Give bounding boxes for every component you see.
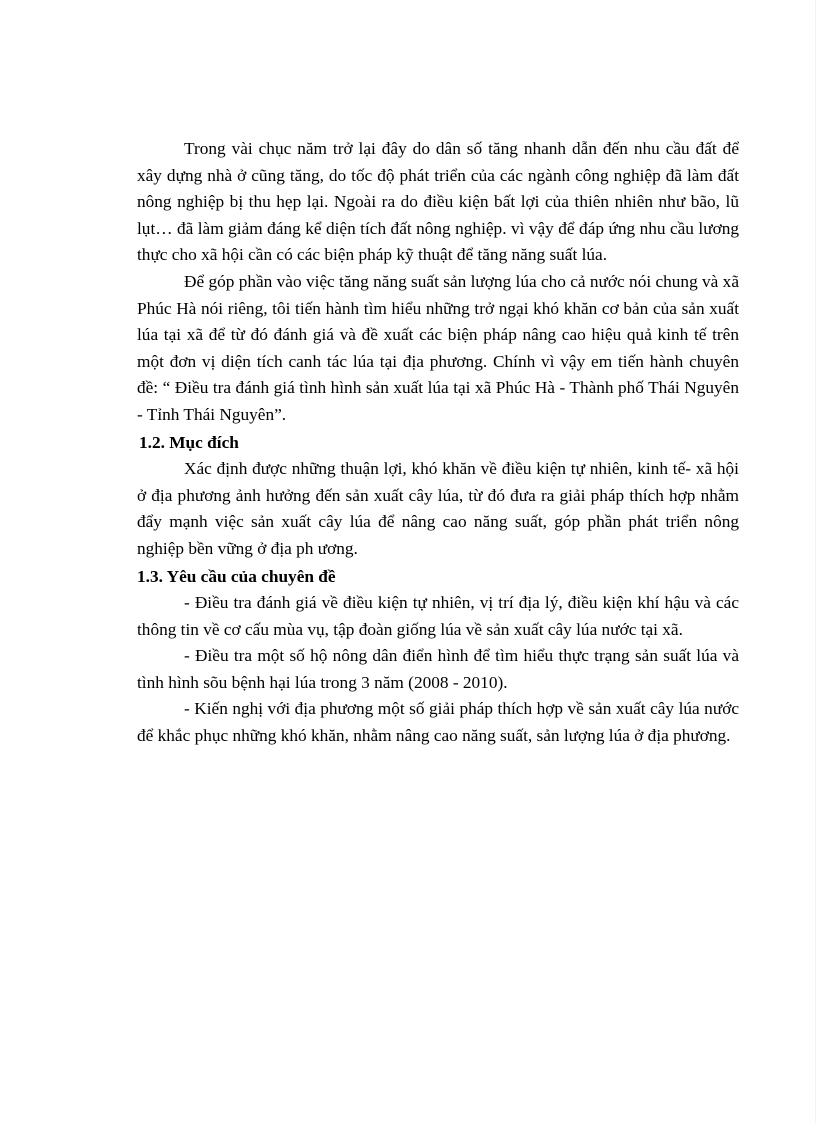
document-body <box>137 136 739 750</box>
section-heading-requirements: 1.3. Yêu cầu của chuyên đề <box>137 566 336 586</box>
requirement-item-1: - Điều tra đánh giá về điều kiện tự nhiên, vị trí địa lý, điều kiện khí hậu và các thông tin về cơ cấu mùa vụ, tập đoàn giống lúa về sản xuất cây lúa nước tại xã. <box>137 593 739 639</box>
purpose-paragraph: Xác định được những thuận lợi, khó khăn về điều kiện tự nhiên, kinh tế- xã hội ở địa phương ảnh hưởng đến sản xuất cây lúa, từ đó đưa ra giải pháp thích hợp nhằm đẩy mạnh việc sản xuất cây lúa để nâng cao năng suất, góp phần phát triển nông nghiệp bền vững ở địa ph ương. <box>137 459 739 558</box>
section-heading-purpose: 1.2. Mục đích <box>139 432 239 452</box>
requirement-item-2: - Điều tra một số hộ nông dân điển hình để tìm hiểu thực trạng sản suất lúa và tình hình sõu bệnh hại lúa trong 3 năm (2008 - 2010). <box>137 646 739 692</box>
requirement-item-3: - Kiến nghị với địa phương một số giải pháp thích hợp về sản xuất cây lúa nước để khắc phục những khó khăn, nhằm nâng cao năng suất, sản lượng lúa ở địa phương. <box>137 699 739 746</box>
intro-paragraph-2: Để góp phần vào việc tăng năng suất sản lượng lúa cho cả nước nói chung và xã Phúc Hà nói riêng, tôi tiến hành tìm hiểu những trở ngại khó khăn cơ bản của sản xuất lúa tại xã để từ đó đánh giá và đề xuất các biện pháp nâng cao hiệu quả kinh tế trên một đơn vị diện tích canh tác lúa tại địa phương. Chính vì vậy em tiến hành chuyên đề: “ Điều tra đánh giá tình hình sản xuất lúa tại xã Phúc Hà - Thành phố Thái Nguyên - Tỉnh Thái Nguyên”. <box>137 271 739 424</box>
intro-paragraph-1: Trong vài chục năm trở lại đây do dân số tăng nhanh dẫn đến nhu cầu đất để xây dựng nhà ở cũng tăng, do tốc độ phát triển của các ngành công nghiệp đã làm đất nông nghiệp bị thu hẹp lại. Ngoài ra do điều kiện bất lợi của thiên nhiên như bão, lũ lụt… đã làm giảm đáng kể diện tích đất nông nghiệp. vì vậy để đáp ứng nhu cầu lương thực cho xã hội cần có các biện pháp kỹ thuật để tăng năng suất lúa. <box>137 139 739 265</box>
